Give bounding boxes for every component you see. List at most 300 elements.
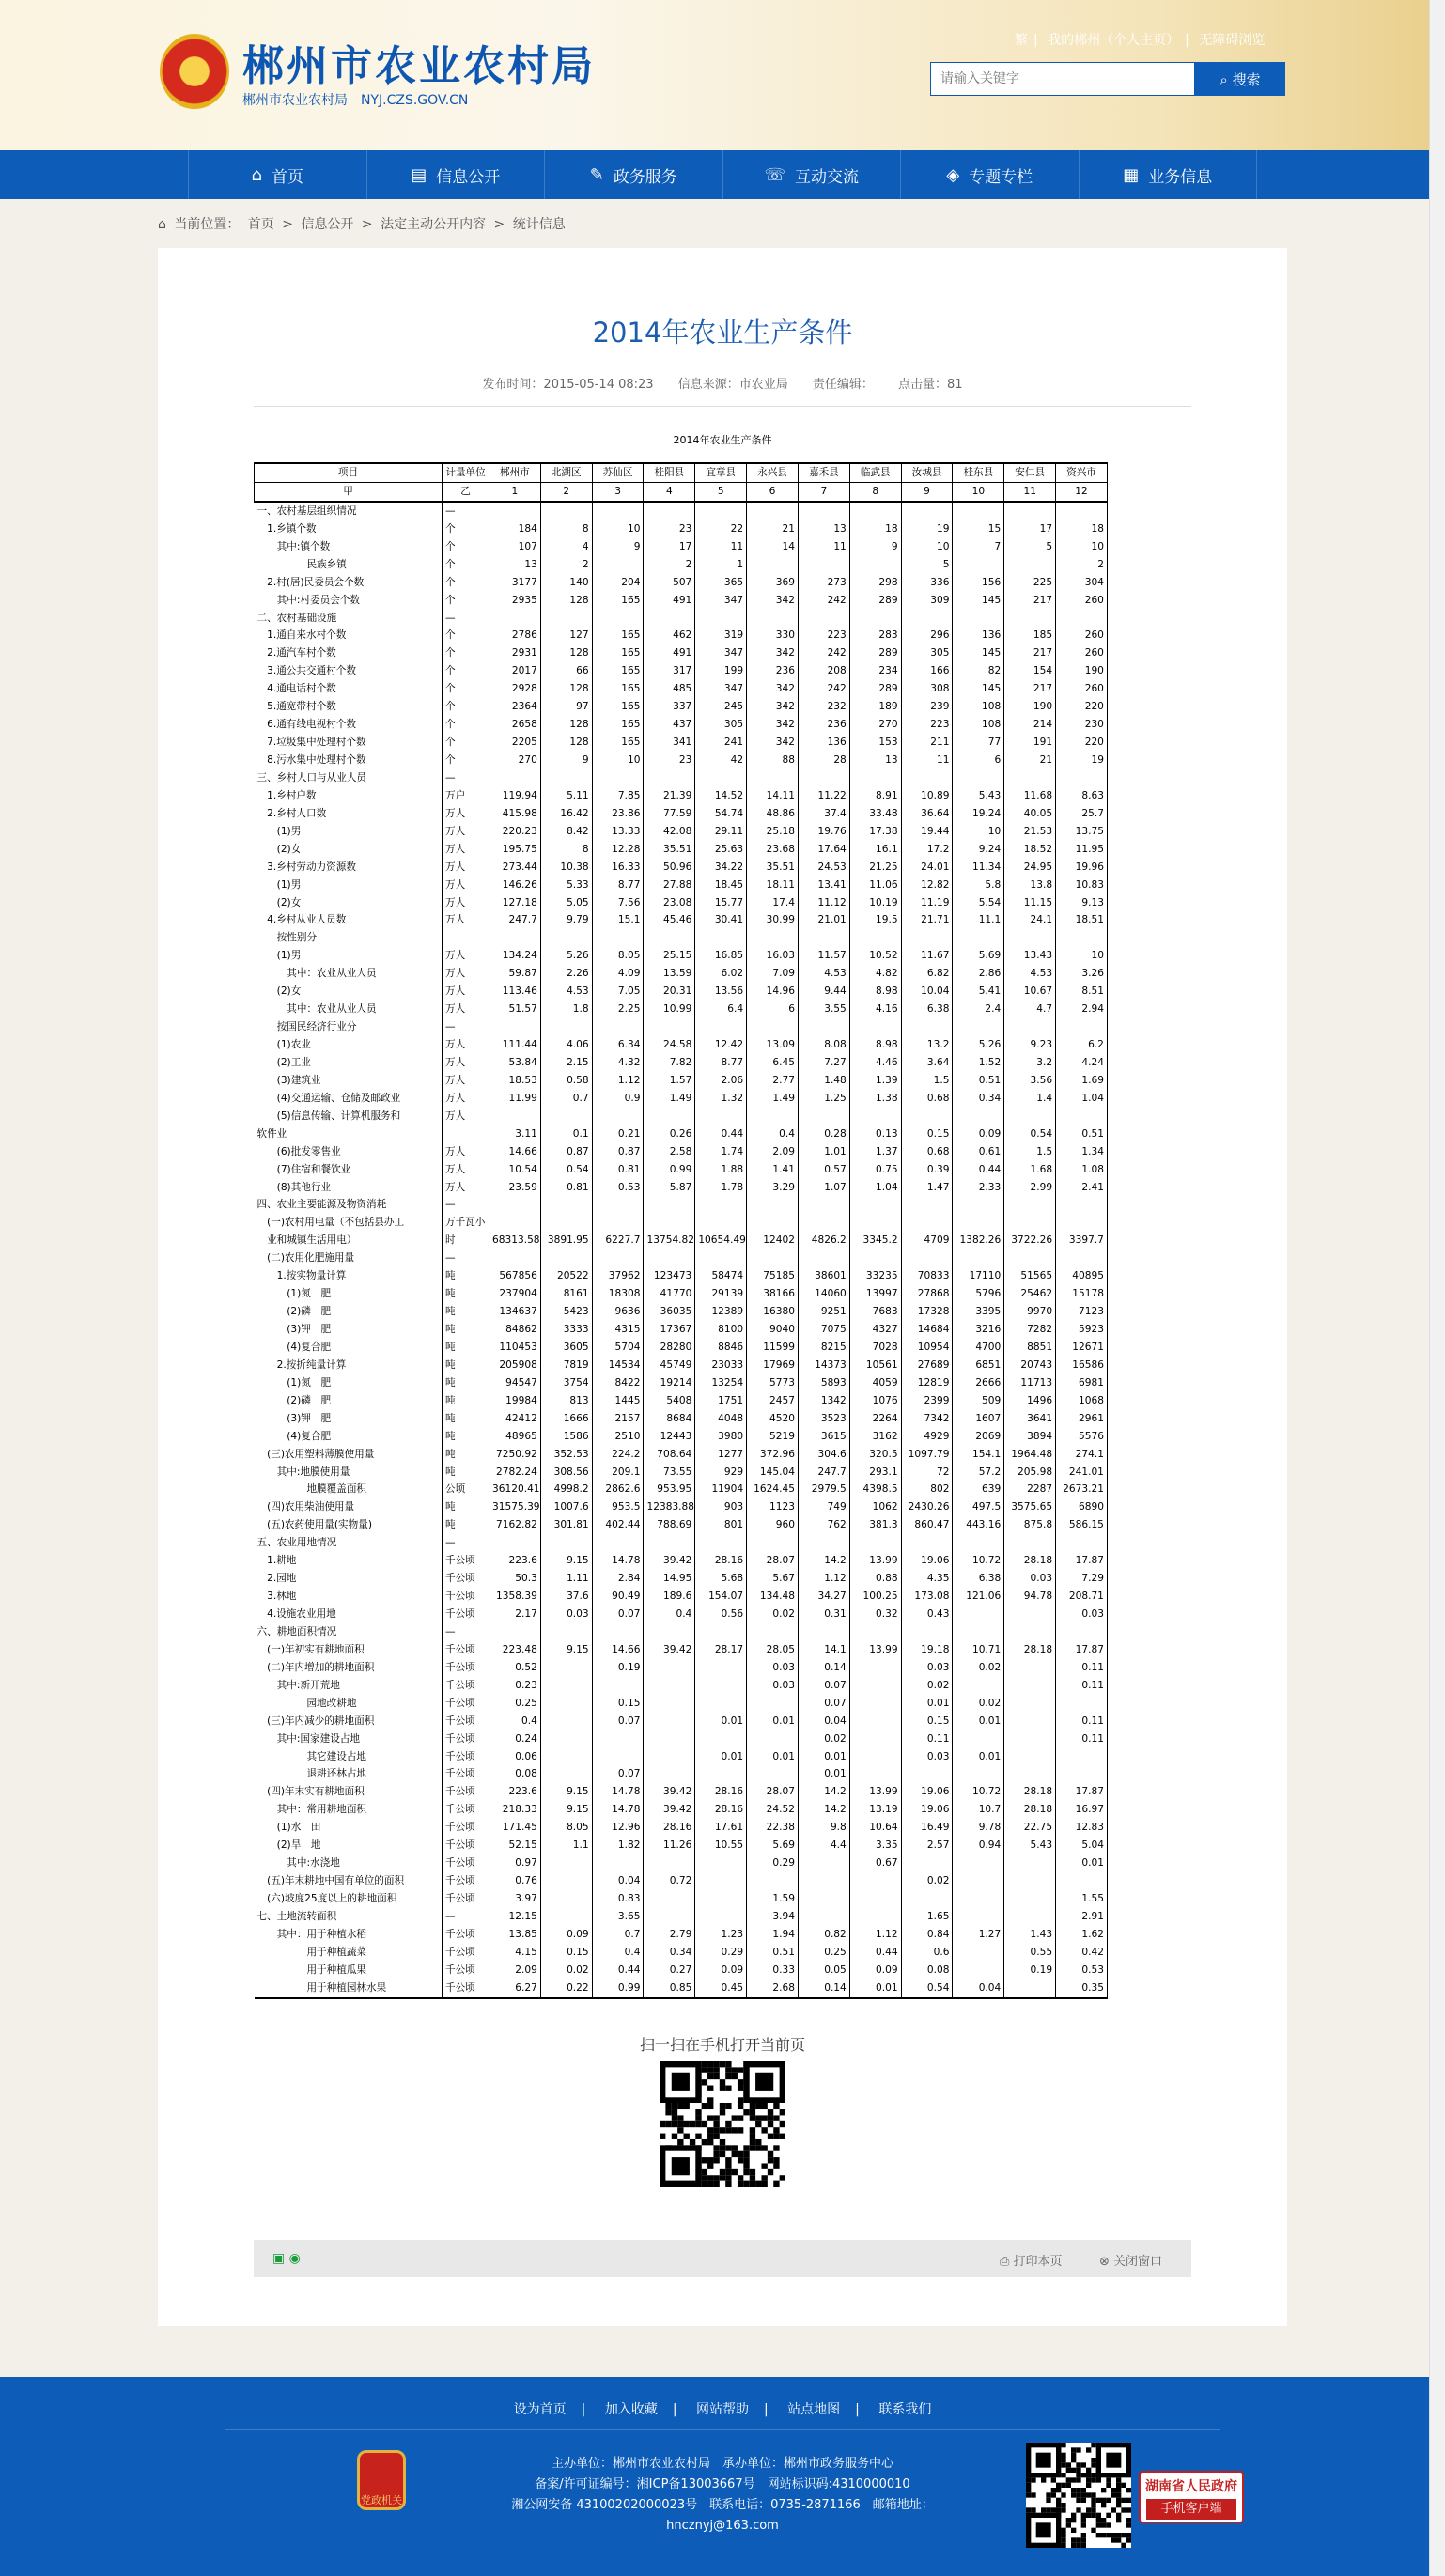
table-cell: 万人 [443,859,489,877]
table-row [255,1623,1108,1641]
table-cell: 108 [953,716,1004,734]
table-cell: 7342 [901,1410,953,1428]
table-cell: 10 [953,823,1004,841]
table-cell [592,1214,644,1232]
table-cell: 5.43 [953,787,1004,805]
table-cell: 园地改耕地 [256,1697,357,1709]
table-cell: 37.6 [540,1588,592,1606]
table-cell: 128 [540,644,592,662]
table-cell: 2.15 [540,1054,592,1072]
table-cell: 223.6 [489,1783,541,1801]
table-cell: 汝城县 [901,463,953,482]
table-row [255,1072,1108,1090]
table-cell: 37962 [592,1267,644,1285]
table-cell: 万人 [443,1072,489,1090]
table-row [255,1161,1108,1179]
table-cell [644,610,695,628]
table-cell [798,1908,849,1926]
table-cell: 吨 [443,1392,489,1410]
table-cell: 39.42 [644,1783,695,1801]
table-cell: 用于种植瓜果 [256,1963,367,1976]
table-cell [953,1890,1004,1908]
table-row [255,1267,1108,1285]
table-cell: 342 [747,592,799,610]
table-cell: 17328 [901,1303,953,1321]
table-row [255,1392,1108,1410]
table-row [255,841,1108,859]
table-cell: 28.18 [1004,1801,1056,1819]
table-cell: 218.33 [489,1801,541,1819]
table-cell: 5 [695,482,747,501]
table-cell: 2457 [747,1392,799,1410]
table-cell: 6.45 [747,1054,799,1072]
nav-interaction[interactable]: ☏ 互动交流 [723,150,902,199]
table-cell [798,769,849,787]
table-cell: 9636 [592,1303,644,1321]
table-cell: 0.61 [953,1143,1004,1161]
table-cell [1004,1695,1056,1713]
table-cell: — [443,1249,489,1267]
document-icon: ▤ [411,164,427,185]
table-cell: 5.33 [540,877,592,894]
table-cell: 4929 [901,1428,953,1446]
table-cell: 2264 [849,1410,901,1428]
table-cell: 千公顷 [443,1748,489,1766]
table-cell: 1.乡村户数 [256,789,317,801]
table-cell: 12.83 [1056,1819,1108,1837]
table-cell: 0.44 [953,1161,1004,1179]
table-cell: 0.09 [695,1962,747,1979]
table-cell: 0.03 [1056,1606,1108,1623]
table-cell [849,1108,901,1125]
table-cell [849,1214,901,1232]
table-cell [695,502,747,520]
table-cell: 195.75 [489,841,541,859]
table-cell: 2.通汽车村个数 [256,647,336,660]
table-cell: 3.29 [747,1179,799,1197]
table-cell: 293.1 [849,1464,901,1482]
table-cell: 1.52 [953,1054,1004,1072]
table-cell: (2)工业 [256,1056,311,1068]
table-cell: (二)年内增加的耕地面积 [256,1661,375,1673]
table-cell: 万人 [443,947,489,965]
table-cell: 191 [1004,734,1056,752]
chat-icon: ☏ [764,164,785,185]
breadcrumb-info[interactable]: 信息公开 [301,217,354,232]
table-cell: 223 [901,716,953,734]
table-cell: 19.06 [901,1801,953,1819]
table-cell [695,1854,747,1872]
table-cell [644,1854,695,1872]
table-cell: 12.28 [592,841,644,859]
table-row [255,1890,1108,1908]
table-cell: 5 [901,556,953,574]
table-cell: 19.5 [849,911,901,929]
table-cell: 25.18 [747,823,799,841]
table-cell: 28.16 [644,1819,695,1837]
table-cell: 2 [540,482,592,501]
table-cell: 12383.88 [644,1498,695,1516]
nav-info-disclosure[interactable]: ▤ 信息公开 [367,150,546,199]
table-cell: (一)农村用电量（不包括县办工 [256,1217,405,1229]
table-cell: 11 [798,538,849,556]
table-cell: 吨 [443,1285,489,1303]
table-cell: 121.06 [953,1588,1004,1606]
table-cell: 14060 [798,1285,849,1303]
table-cell: 42412 [489,1410,541,1428]
share-icons[interactable]: ▣ ◉ [272,2251,301,2266]
table-cell: 24.95 [1004,859,1056,877]
table-cell: 0.4 [644,1606,695,1623]
table-cell: 1.12 [592,1072,644,1090]
table-cell: 41770 [644,1285,695,1303]
table-cell: 5.69 [747,1837,799,1854]
table-cell [849,1534,901,1552]
table-cell: 1.04 [1056,1090,1108,1108]
table-cell: 6851 [953,1357,1004,1374]
table-cell: 6 [747,1001,799,1018]
table-cell: 1.57 [644,1072,695,1090]
table-row [255,1196,1108,1214]
nav-topics[interactable]: ◈ 专题专栏 [901,150,1080,199]
table-cell: 万人 [443,823,489,841]
table-cell: 16.97 [1056,1801,1108,1819]
table-cell: (4)复合肥 [256,1341,332,1353]
table-cell: 40895 [1056,1267,1108,1285]
table-cell: 13.41 [798,877,849,894]
table-cell: 75185 [747,1267,799,1285]
table-cell: 11.19 [901,894,953,912]
statistics-table [254,462,1108,1999]
table-cell: 2287 [1004,1481,1056,1498]
table-cell: 2.94 [1056,1001,1108,1018]
table-cell: 万人 [443,805,489,823]
table-cell: 4709 [901,1232,953,1249]
table-cell [489,1196,541,1214]
footer-link-sitemap[interactable]: 站点地图 [787,2402,841,2417]
printer-icon: ⎙ [1000,2255,1010,2269]
table-cell: 16586 [1056,1357,1108,1374]
gov-agency-badge[interactable]: 党政机关 [357,2450,406,2510]
table-cell: 66 [540,662,592,680]
table-cell: 项目 [255,463,443,482]
footer-link-favorite[interactable]: 加入收藏 [604,2402,658,2417]
table-cell [849,1659,901,1677]
table-cell: 8.05 [540,1819,592,1837]
table-cell: 吨 [443,1464,489,1482]
table-cell: 33.48 [849,805,901,823]
grid-icon: ▦ [1123,164,1140,185]
table-cell: 2510 [592,1428,644,1446]
nav-home[interactable]: ⌂ 首页 [188,150,367,199]
table-cell: 1.37 [849,1143,901,1161]
table-cell: 3575.65 [1004,1498,1056,1516]
table-cell: 0.29 [695,1944,747,1962]
nav-gov-services[interactable]: ✎ 政务服务 [545,150,723,199]
hunan-gov-app-link[interactable]: 湖南省人民政府 手机客户端 [1139,2471,1244,2523]
table-cell [849,929,901,947]
table-cell: 171.45 [489,1819,541,1837]
table-cell: 241 [695,734,747,752]
table-cell: 342 [747,698,799,716]
table-cell: 4700 [953,1339,1004,1357]
footer-link-help[interactable]: 网站帮助 [696,2402,749,2417]
table-cell: 吨 [443,1410,489,1428]
table-cell: 110453 [489,1339,541,1357]
table-cell: 6.4 [695,1001,747,1018]
table-cell: 0.01 [953,1748,1004,1766]
table-cell: 13.59 [644,965,695,983]
table-cell: 3754 [540,1374,592,1392]
table-cell [953,1606,1004,1623]
table-cell [1004,1196,1056,1214]
table-cell: 千公顷 [443,1659,489,1677]
table-cell: 14373 [798,1357,849,1374]
table-cell: 309 [901,592,953,610]
table-cell: 1624.45 [747,1481,799,1498]
breadcrumb-stats[interactable]: 统计信息 [512,217,566,232]
table-cell: 5.67 [747,1570,799,1588]
table-cell: 10.72 [953,1783,1004,1801]
table-cell: 301.81 [540,1516,592,1534]
table-cell: 127 [540,627,592,644]
breadcrumb-label: 当前位置： [174,217,241,232]
table-cell: (四)年末实有耕地面积 [256,1786,365,1798]
table-cell: 三、乡村人口与从业人员 [256,771,367,784]
table-cell [1004,1890,1056,1908]
table-cell [747,1018,799,1036]
table-cell: 千公顷 [443,1819,489,1837]
table-cell: 10.64 [849,1819,901,1837]
table-cell: 2.园地 [256,1573,297,1585]
table-cell: 0.11 [1056,1659,1108,1677]
table-cell: 用于种植园林水果 [255,1979,443,1998]
breadcrumb-home[interactable]: 首页 [247,217,274,232]
table-cell: 35.51 [747,859,799,877]
table-cell: 吨 [443,1498,489,1516]
table-cell: 21.53 [1004,823,1056,841]
table-cell [747,1108,799,1125]
table-cell: 1277 [695,1446,747,1464]
table-cell: (1)氮 肥 [256,1288,332,1300]
table-cell: 0.07 [798,1677,849,1695]
table-cell: 369 [747,574,799,592]
table-cell: 1.94 [747,1926,799,1944]
table-cell: 18.53 [489,1072,541,1090]
table-cell [849,1018,901,1036]
table-cell [540,1890,592,1908]
table-cell [747,1196,799,1214]
table-cell [695,1872,747,1890]
traditional-chinese-link[interactable]: 繁 [1015,33,1028,48]
table-cell: 4398.5 [849,1481,901,1498]
table-cell: 其中:村委员会个数 [256,594,361,606]
table-cell: 1097.79 [901,1446,953,1464]
table-cell: 万人 [443,1090,489,1108]
table-cell: 8.污水集中处理村个数 [256,754,366,766]
table-cell: 12.42 [695,1036,747,1054]
table-cell [1004,1677,1056,1695]
table-cell: 0.81 [592,1161,644,1179]
close-window-button[interactable]: ⊗ 关闭窗口 [1099,2255,1163,2269]
table-cell: 5.26 [953,1036,1004,1054]
table-cell: 7 [953,538,1004,556]
table-cell: 289 [849,680,901,698]
table-cell: 165 [592,716,644,734]
table-cell [901,1854,953,1872]
table-cell: — [443,1908,489,1926]
table-row [255,1641,1108,1659]
table-cell: 274.1 [1056,1446,1108,1464]
table-cell: 1586 [540,1428,592,1446]
table-cell: 6.通有线电视村个数 [256,719,356,731]
table-cell: (5)信息传输、计算机服务和 [256,1110,401,1122]
table-cell: 273.44 [489,859,541,877]
table-cell: 0.51 [747,1944,799,1962]
footer-link-contact[interactable]: 联系我们 [878,2402,932,2417]
table-cell [695,1659,747,1677]
table-cell: 73.55 [644,1464,695,1482]
table-cell: 吨 [443,1516,489,1534]
table-cell: 0.11 [1056,1713,1108,1730]
table-cell: 4048 [695,1410,747,1428]
table-cell: 22 [695,520,747,538]
my-page-link[interactable]: 我的郴州（个人主页） [1048,33,1180,48]
table-cell: (4)交通运输、仓储及邮政业 [256,1092,401,1104]
table-cell [747,1765,799,1783]
main-nav [0,150,1445,199]
table-cell: 千公顷 [443,1872,489,1890]
table-cell: 5.87 [644,1179,695,1197]
table-cell [1004,929,1056,947]
table-cell: 11.67 [901,947,953,965]
table-cell: 万人 [443,1054,489,1072]
table-row [255,520,1108,538]
breadcrumb-legal[interactable]: 法定主动公开内容 [381,217,487,232]
table-cell: 1666 [540,1410,592,1428]
table-cell: 11.95 [1056,841,1108,859]
table-cell: 24.52 [747,1801,799,1819]
table-cell: 0.45 [695,1979,747,1998]
table-cell: 2205 [489,734,541,752]
table-cell [747,1695,799,1713]
table-row [255,752,1108,769]
table-cell: 2.25 [592,1001,644,1018]
table-cell [592,556,644,574]
table-cell: 4826.2 [798,1232,849,1249]
table-cell: 2.57 [901,1837,953,1854]
table-cell: 336 [901,574,953,592]
table-cell: 9040 [747,1321,799,1339]
table-cell: 0.08 [489,1765,541,1783]
table-cell: 0.83 [592,1890,644,1908]
table-cell: 10654.49 [695,1232,747,1249]
table-cell: 903 [695,1498,747,1516]
table-cell: 19.18 [901,1641,953,1659]
table-cell: 3.64 [901,1054,953,1072]
table-row [255,644,1108,662]
table-cell: 319 [695,627,747,644]
table-cell: 0.01 [695,1713,747,1730]
table-cell [540,1748,592,1766]
table-cell: 0.54 [540,1161,592,1179]
table-cell: 0.02 [540,1962,592,1979]
table-cell [644,1623,695,1641]
table-cell [1004,1748,1056,1766]
table-cell [695,1623,747,1641]
table-cell: 8 [540,841,592,859]
table-cell [747,769,799,787]
table-cell: 吨 [443,1321,489,1339]
table-cell: 16.42 [540,805,592,823]
table-row [255,556,1108,574]
table-cell: 5773 [747,1374,799,1392]
breadcrumb: ⌂ 当前位置： 首页 > 信息公开 > 法定主动公开内容 > 统计信息 [158,217,566,232]
table-cell: 16380 [747,1303,799,1321]
table-cell: 437 [644,716,695,734]
search-button[interactable]: ⌕ 搜索 [1195,62,1285,96]
table-cell: 283 [849,627,901,644]
table-cell [1004,1659,1056,1677]
table-cell: 28280 [644,1339,695,1357]
table-cell: 17 [644,538,695,556]
table-cell: 万人 [443,1161,489,1179]
table-cell: 11713 [1004,1374,1056,1392]
table-cell: 9.15 [540,1801,592,1819]
table-row [255,823,1108,841]
table-cell [901,1214,953,1232]
table-cell: 8100 [695,1321,747,1339]
table-cell: 6890 [1056,1498,1108,1516]
table-cell [540,1677,592,1695]
table-cell: 千公顷 [443,1730,489,1748]
table-cell: 14.1 [798,1641,849,1659]
table-cell: 1.5 [901,1072,953,1090]
table-cell: 36.64 [901,805,953,823]
nav-business-info[interactable]: ▦ 业务信息 [1080,150,1258,199]
table-cell: 184 [489,520,541,538]
table-cell: 0.42 [1056,1944,1108,1962]
table-cell: 1 [695,556,747,574]
table-cell: 0.01 [747,1748,799,1766]
table-cell: 7.85 [592,787,644,805]
table-row [255,1606,1108,1623]
table-cell [1056,1695,1108,1713]
table-cell: 42 [695,752,747,769]
table-cell: 402.44 [592,1516,644,1534]
table-cell: 165 [592,592,644,610]
table-cell [1004,1606,1056,1623]
table-cell: 1.78 [695,1179,747,1197]
table-cell: 8161 [540,1285,592,1303]
table-cell: 0.01 [798,1765,849,1783]
search-input[interactable] [930,62,1195,96]
scrollbar[interactable] [1429,0,1445,2576]
table-cell: 8422 [592,1374,644,1392]
table-cell: 21.25 [849,859,901,877]
article-meta [158,374,1287,392]
table-cell: 0.11 [1056,1730,1108,1748]
table-cell: 17110 [953,1267,1004,1285]
footer-link-sethome[interactable]: 设为首页 [513,2402,567,2417]
print-button[interactable]: ⎙ 打印本页 [1000,2255,1063,2269]
table-cell: 万人 [443,877,489,894]
accessibility-link[interactable]: 无障碍浏览 [1199,33,1266,48]
table-cell [1004,1872,1056,1890]
table-cell: 77 [953,734,1004,752]
table-cell: 8.98 [849,1036,901,1054]
table-cell [1056,1534,1108,1552]
